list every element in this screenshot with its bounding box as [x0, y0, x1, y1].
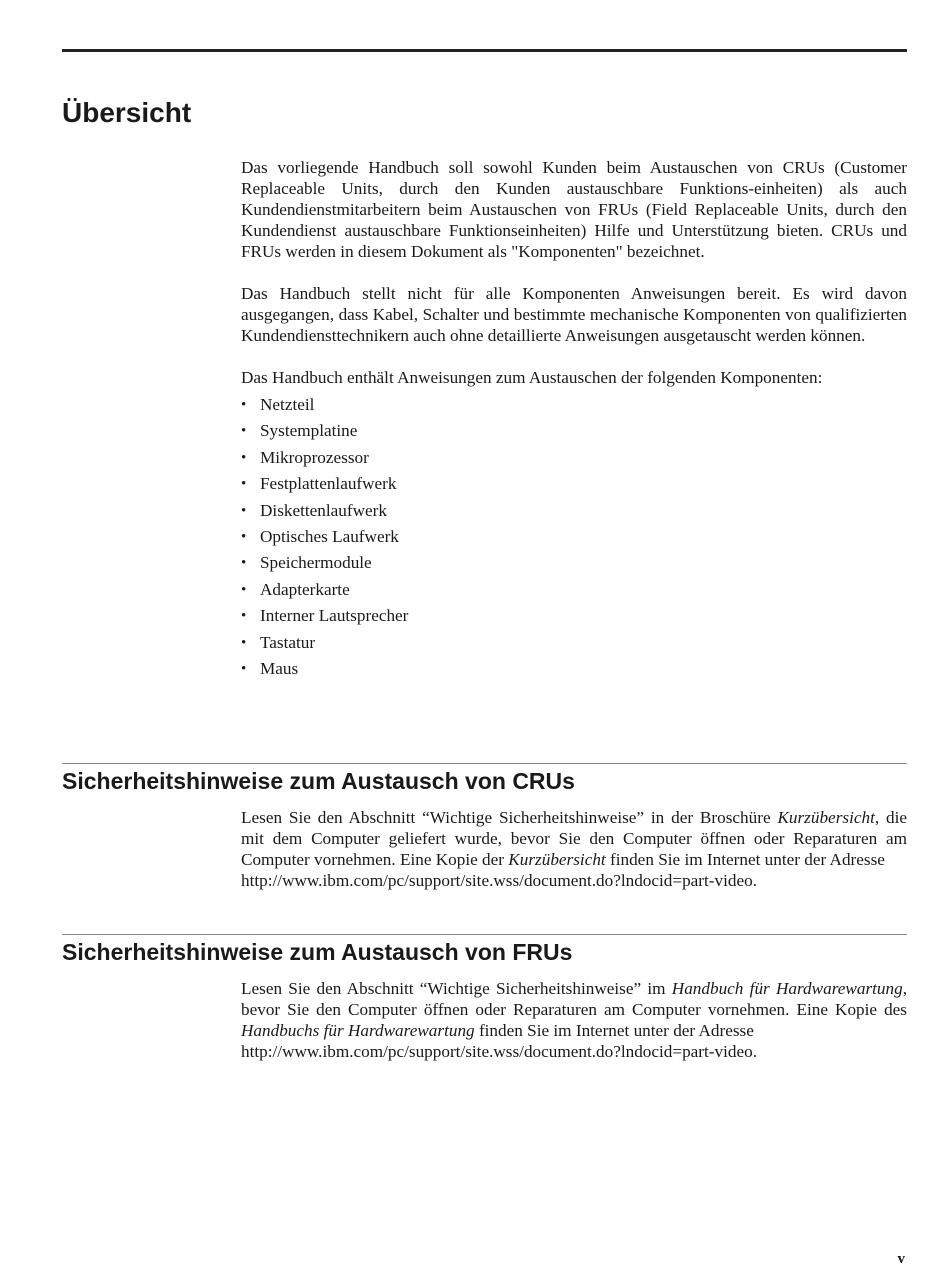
intro-paragraph-2: Das Handbuch stellt nicht für alle Komponenten Anweisungen bereit. Es wird davon ausgegangen, dass Kabel, Schalter und bestimmte mechanische Komponenten von qualifizierten Kundendiensttechnikern auch ohne detaillierte Anweisungen ausgetauscht werden können. [241, 284, 907, 345]
bullet-icon: • [241, 660, 247, 677]
list-item-label: Adapterkarte [260, 579, 350, 599]
list-item-label: Maus [260, 658, 299, 678]
bullet-icon: • [241, 634, 247, 651]
cru-section [241, 807, 907, 891]
bullet-icon: • [241, 502, 247, 519]
bullet-icon: • [241, 397, 247, 413]
section-divider-cru [62, 763, 907, 764]
list-item-label: Mikroprozessor [260, 447, 369, 467]
list-item [241, 630, 907, 656]
cru-text-3: finden Sie im Internet unter der Adresse [605, 850, 885, 869]
list-item [241, 445, 907, 471]
fru-heading: Sicherheitshinweise zum Austausch von FRUs [62, 939, 573, 965]
list-item [241, 498, 907, 524]
bullet-icon: • [241, 423, 247, 440]
list-item [241, 524, 907, 550]
list-item-label: Systemplatine [260, 421, 358, 441]
intro-section [241, 157, 907, 682]
page-number: v [897, 1251, 905, 1267]
fru-italic-2: Handbuchs für Hardwarewartung [241, 1021, 475, 1040]
fru-text-1: Lesen Sie den Abschnitt “Wichtige Sicherheitshinweise” im [241, 979, 672, 998]
list-item-label: Diskettenlaufwerk [260, 500, 387, 520]
bullet-icon: • [241, 581, 247, 598]
bullet-icon: • [241, 449, 247, 466]
fru-url: http://www.ibm.com/pc/support/site.wss/document.do?lndocid=part-video. [241, 1042, 758, 1061]
page-title: Übersicht [62, 97, 192, 128]
cru-heading: Sicherheitshinweise zum Austausch von CRUs [62, 768, 575, 794]
fru-text-3: finden Sie im Internet unter der Adresse [474, 1021, 754, 1040]
fru-text-2: , bevor Sie den Computer öffnen oder Reparaturen am Computer vornehmen. Eine Kopie des [241, 979, 907, 1019]
list-item-label: Interner Lautsprecher [260, 606, 409, 626]
list-item-label: Netzteil [260, 395, 315, 414]
fru-paragraph [241, 978, 907, 1062]
cru-italic-1: Kurzübersicht [777, 808, 875, 827]
cru-paragraph [241, 807, 907, 891]
intro-paragraph-3: Das Handbuch enthält Anweisungen zum Austauschen der folgenden Komponenten: [241, 368, 823, 387]
intro-paragraph-1: Das vorliegende Handbuch soll sowohl Kunden beim Austauschen von CRUs (Customer Replaceable Units, durch den Kunden austauschbare Funktions-einheiten) als auch Kundendienstmitarbeitern beim Austauschen von FRUs (Field Replaceable Units, durch den Kundendienst austauschbare Funktionseinheiten) Hilfe und Unterstützung bieten. CRUs und FRUs werden in diesem Dokument als "Komponenten" bezeichnet. [241, 158, 907, 261]
fru-section [241, 978, 907, 1062]
section-divider-fru [62, 934, 907, 935]
cru-url: http://www.ibm.com/pc/support/site.wss/document.do?lndocid=part-video. [241, 871, 758, 890]
cru-text-2: , die mit dem Computer geliefert wurde, bevor Sie den Computer öffnen oder Reparaturen am Computer vornehmen. Eine Kopie der [241, 808, 907, 869]
list-item [241, 656, 907, 682]
cru-italic-2: Kurzübersicht [508, 850, 606, 869]
bullet-icon: • [241, 555, 247, 572]
list-item [241, 550, 907, 576]
bullet-icon: • [241, 476, 247, 493]
bullet-icon: • [241, 528, 247, 545]
bullet-icon: • [241, 608, 247, 625]
list-item-label: Optisches Laufwerk [260, 526, 399, 546]
list-item-label: Tastatur [260, 632, 316, 652]
list-item-label: Speichermodule [260, 553, 372, 573]
fru-italic-1: Handbuch für Hardwarewartung [671, 979, 903, 998]
cru-text-1: Lesen Sie den Abschnitt “Wichtige Sicherheitshinweise” in der Broschüre [241, 808, 778, 827]
list-item [241, 392, 907, 418]
list-item [241, 418, 907, 444]
list-item [241, 603, 907, 629]
list-item [241, 577, 907, 603]
top-rule [62, 49, 907, 52]
components-list [241, 392, 907, 682]
list-item [241, 471, 907, 497]
list-item-label: Festplattenlaufwerk [260, 474, 397, 494]
